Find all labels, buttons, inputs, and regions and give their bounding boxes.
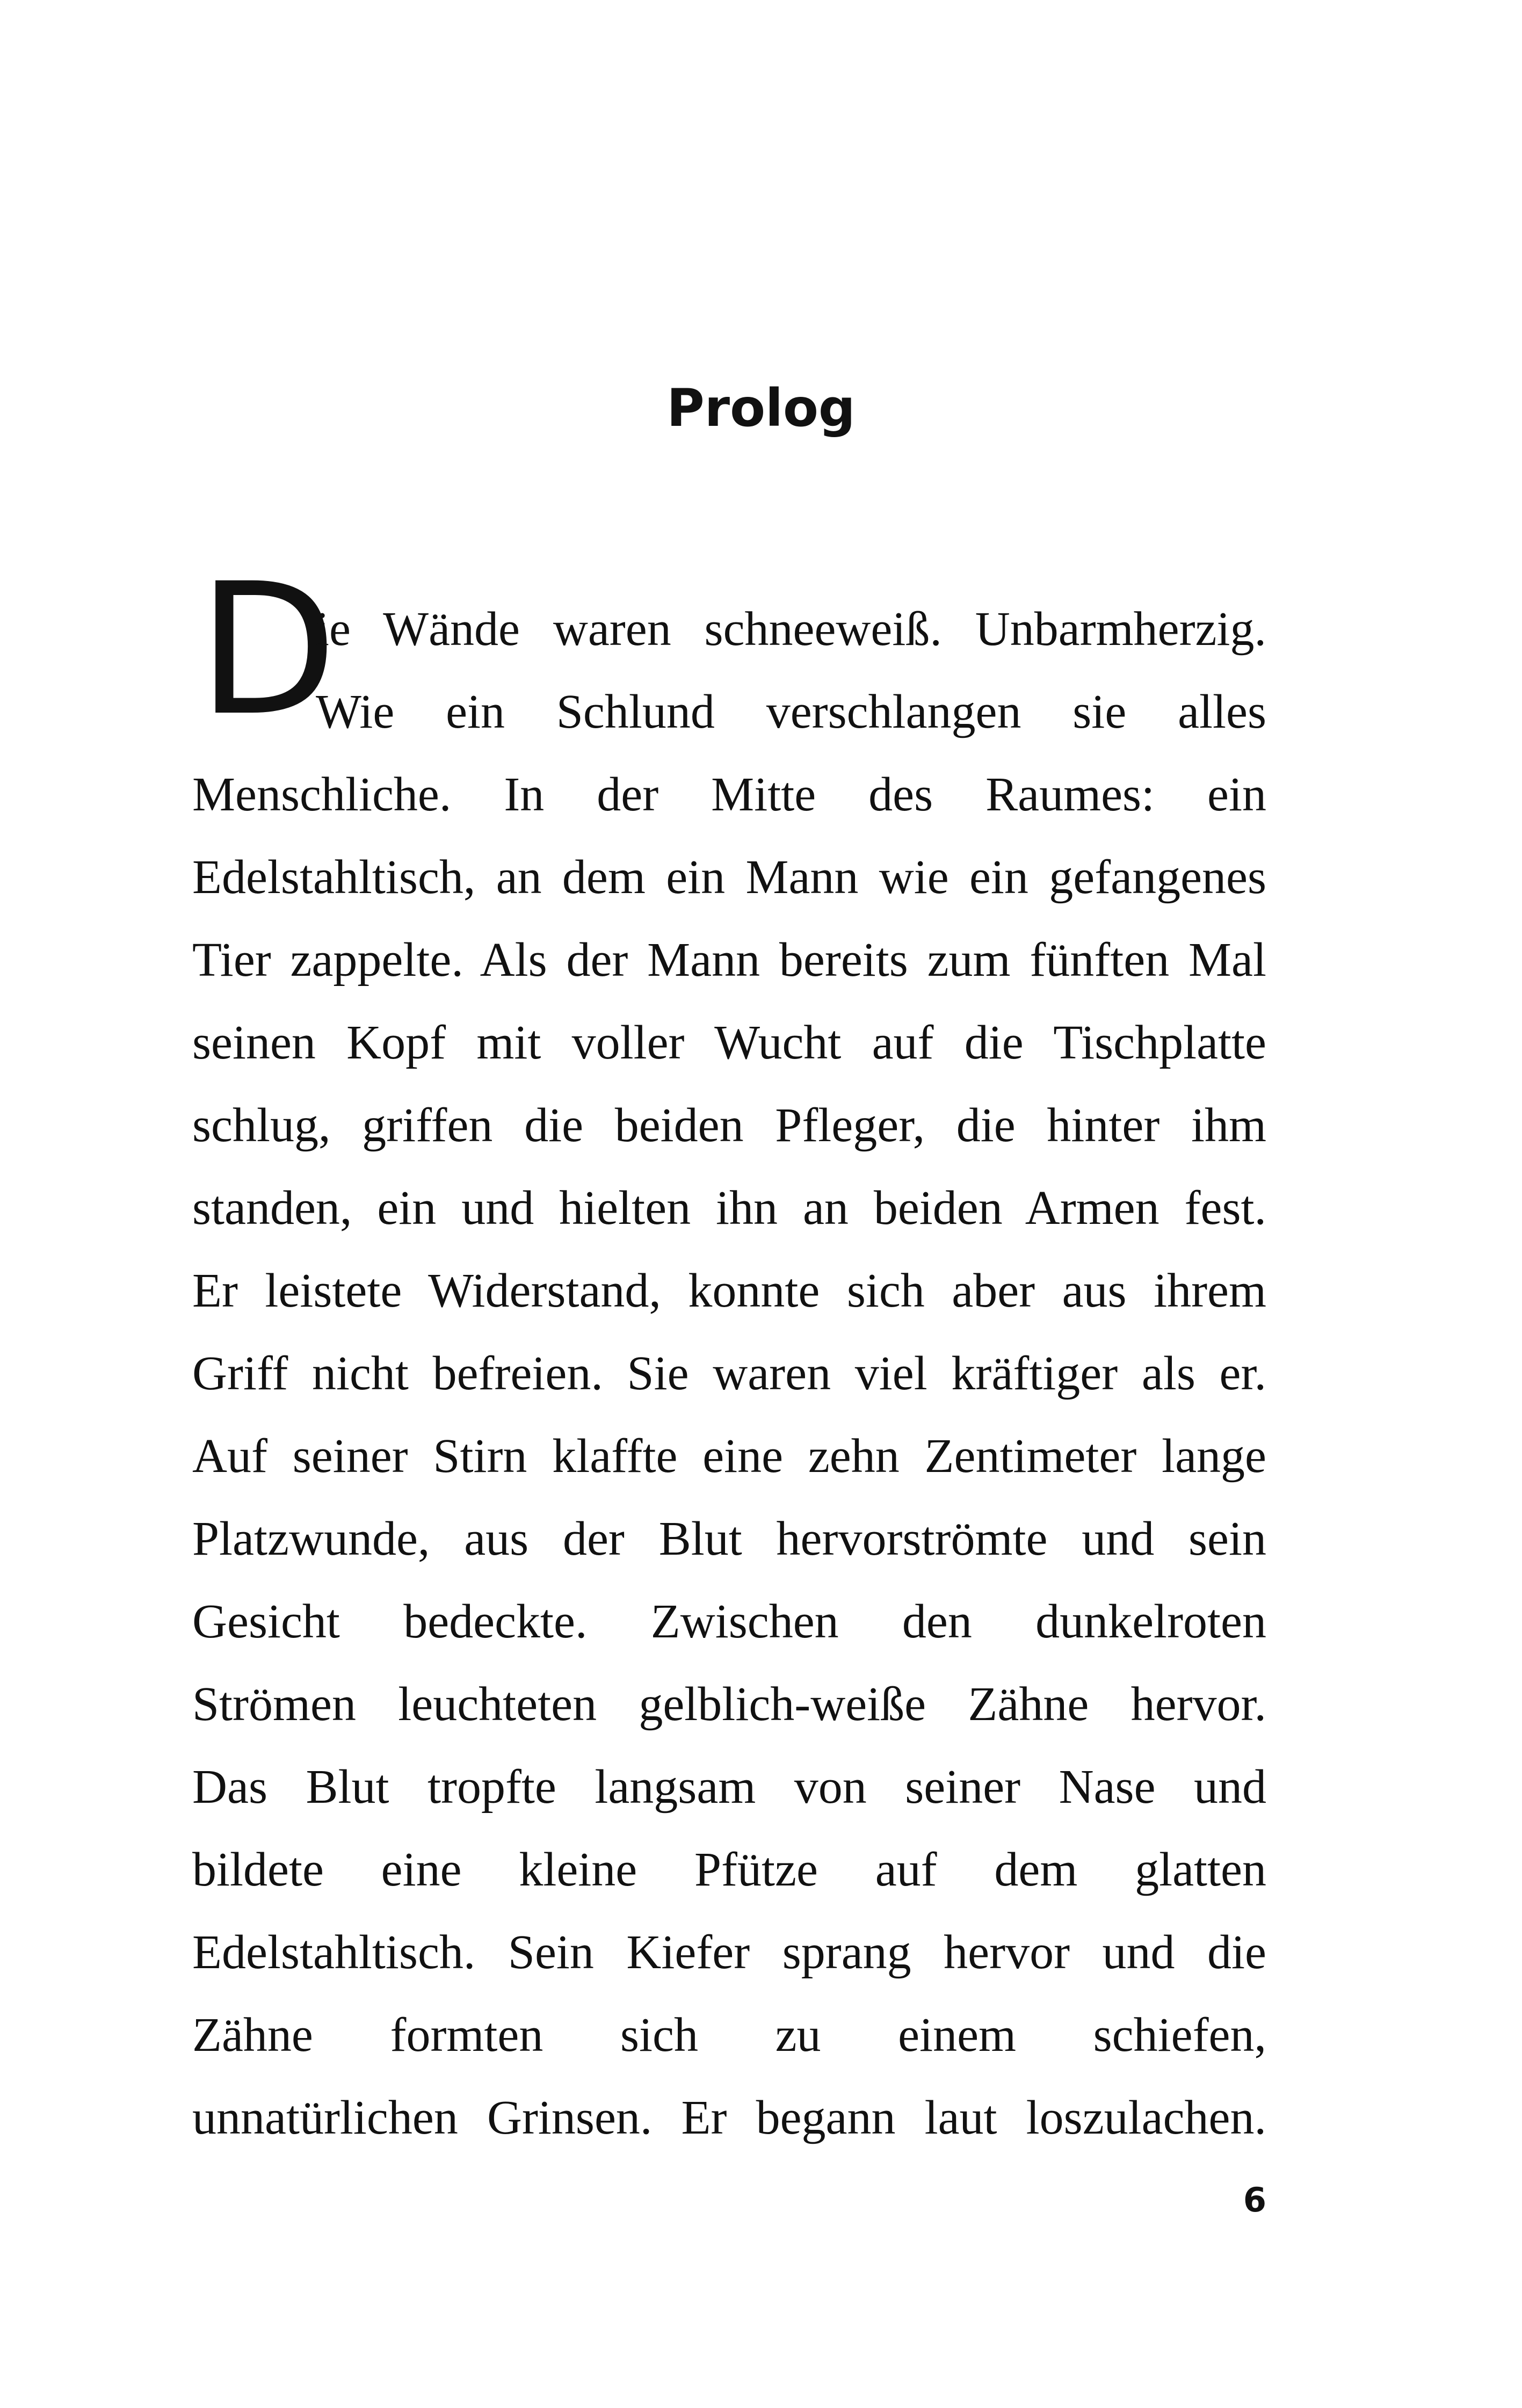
text-line: Griff nicht befreien. Sie waren viel kräftiger als er. [192, 1347, 1266, 1400]
text-line: Strömen leuchteten gelblich-weiße Zähne hervor. [192, 1678, 1266, 1731]
text-line: Wie ein Schlund verschlangen sie alles [316, 685, 1266, 738]
text-line: Edelstahltisch. Sein Kiefer sprang hervor und die [192, 1926, 1266, 1979]
text-line: schlug, griffen die beiden Pfleger, die hinter ihm [192, 1099, 1266, 1152]
text-line: Edelstahltisch, an dem ein Mann wie ein gefangenes [192, 851, 1266, 904]
text-line: Tier zappelte. Als der Mann bereits zum fünften Mal [192, 933, 1266, 987]
text-line: Gesicht bedeckte. Zwischen den dunkelroten [192, 1595, 1266, 1648]
text-line: standen, ein und hielten ihn an beiden Armen fest. [192, 1181, 1266, 1235]
text-line: Platzwunde, aus der Blut hervorströmte und sein [192, 1512, 1266, 1565]
text-line: Menschliche. In der Mitte des Raumes: ein [192, 768, 1266, 821]
chapter-title: Prolog [666, 378, 856, 438]
text-line: Das Blut tropfte langsam von seiner Nase und [192, 1760, 1266, 1814]
text-line: bildete eine kleine Pfütze auf dem glatten [192, 1843, 1266, 1896]
drop-cap: D [198, 544, 338, 756]
text-line: Zähne formten sich zu einem schiefen, [192, 2008, 1266, 2062]
text-line: Er leistete Widerstand, konnte sich aber aus ihrem [192, 1264, 1266, 1317]
page-number: 6 [1243, 2180, 1266, 2220]
text-line: Auf seiner Stirn klaffte eine zehn Zentimeter lange [192, 1430, 1266, 1483]
text-line: seinen Kopf mit voller Wucht auf die Tischplatte [192, 1016, 1266, 1069]
text-line: unnatürlichen Grinsen. Er begann laut loszulachen. [192, 2091, 1266, 2144]
text-line: ie Wände waren schneeweiß. Unbarmherzig. [316, 603, 1266, 656]
